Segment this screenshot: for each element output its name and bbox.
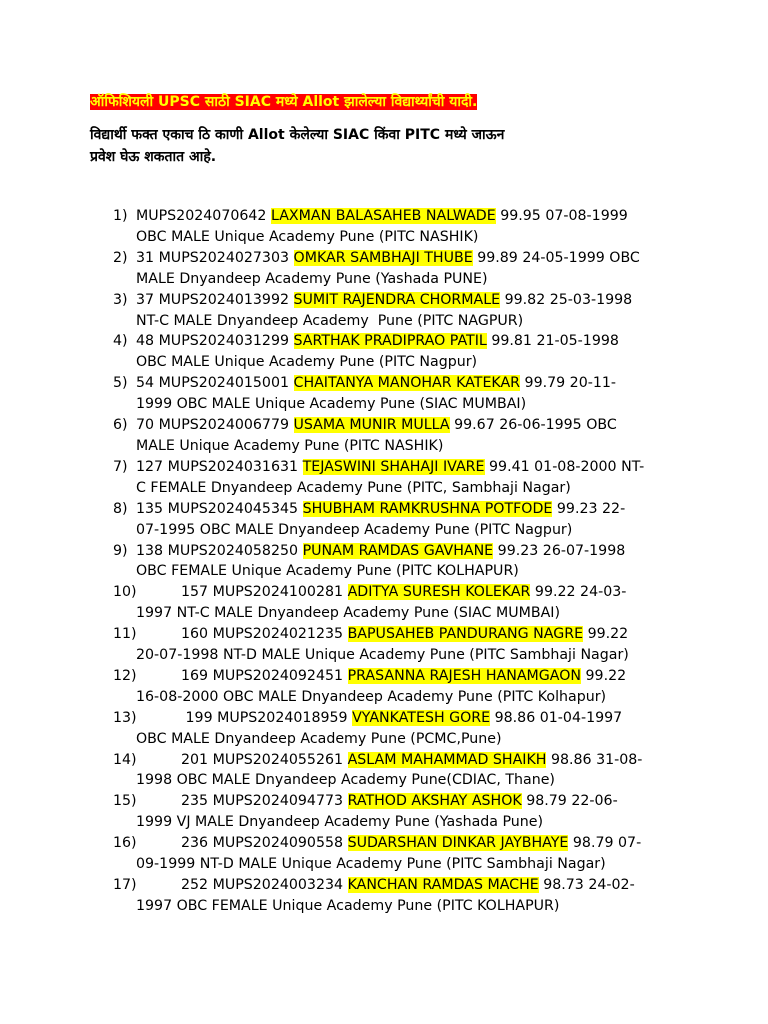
item-score-date: 98.86 31-08- [546,751,643,768]
item-score-date: 98.86 01-04-1997 [490,709,623,726]
item-line-2: 1997 NT-C MALE Dnyandeep Academy Pune (SIAC MUMBAI) [136,605,560,622]
item-line-2: MALE Dnyandeep Academy Pune (Yashada PUNE) [136,270,488,287]
item-rank-roll: 135 MUPS2024045345 [136,500,303,517]
list-item [113,206,693,248]
item-number: 12) [113,667,137,684]
item-number: 1) [113,208,128,224]
item-line-1 [113,457,693,478]
item-rank-roll: 236 MUPS2024090558 [181,835,348,852]
student-list [113,206,693,917]
list-item [113,373,693,415]
student-name: ASLAM MAHAMMAD SHAIKH [347,751,547,768]
item-line-1 [113,248,693,269]
item-line-2: MALE Unique Academy Pune (PITC NASHIK) [136,437,444,454]
item-line-2: 09-1999 NT-D MALE Unique Academy Pune (PITC Sambhaji Nagar) [136,856,606,873]
item-line-2: OBC MALE Dnyandeep Academy Pune (PCMC,Pune) [136,730,502,747]
item-number: 17) [113,877,137,893]
student-name: PUNAM RAMDAS GAVHANE [302,542,494,559]
item-rank-roll: 160 MUPS2024021235 [181,626,348,643]
item-line-2: 20-07-1998 NT-D MALE Unique Academy Pune (PITC Sambhaji Nagar) [136,647,629,664]
item-line-1 [113,624,693,645]
item-line-1 [113,415,693,436]
item-line-1 [113,373,693,394]
item-line-2: OBC FEMALE Unique Academy Pune (PITC KOLHAPUR) [136,563,519,580]
list-item [113,750,693,792]
list-item [113,833,693,875]
item-rank-roll: 157 MUPS2024100281 [181,584,348,601]
item-score-date: 99.81 21-05-1998 [486,333,619,350]
item-line-2: NT-C MALE Dnyandeep Academy Pune (PITC NAGPUR) [136,312,524,329]
item-line-1 [113,499,693,520]
item-score-date: 99.89 24-05-1999 OBC [472,249,640,266]
list-item [113,582,693,624]
item-line-1 [113,750,693,771]
intro-line-2: प्रवेश घेऊ शकतात आहे. [90,149,217,165]
item-score-date: 99.22 [583,626,629,643]
item-line-2: 07-1995 OBC MALE Dnyandeep Academy Pune (PITC Nagpur) [136,521,573,538]
item-rank-roll: 169 MUPS2024092451 [181,667,348,684]
item-score-date: 98.79 07- [568,835,642,852]
item-number: 9) [113,542,128,559]
item-score-date: 99.79 20-11- [520,375,617,392]
student-name: TEJASWINI SHAHAJI IVARE [302,458,485,475]
list-item [113,499,693,541]
list-item [113,791,693,833]
item-score-date: 99.41 01-08-2000 NT- [484,458,645,475]
item-score-date: 99.95 07-08-1999 [495,208,628,224]
item-rank-roll: 201 MUPS2024055261 [181,751,348,768]
item-line-2: OBC MALE Unique Academy Pune (PITC Nagpur) [136,354,478,371]
student-name: USAMA MUNIR MULLA [293,417,450,434]
item-score-date: 99.23 26-07-1998 [493,542,626,559]
item-score-date: 98.79 22-06- [521,793,618,810]
list-item [113,875,693,917]
heading-text: ऑफिशियली UPSC साठी SIAC मध्ये Allot झालेल्या विद्यार्थ्यांची यादी. [90,94,478,110]
item-number: 8) [113,500,128,517]
student-name: SUDARSHAN DINKAR JAYBHAYE [347,835,569,852]
item-number: 10) [113,584,137,601]
student-name: SARTHAK PRADIPRAO PATIL [293,333,487,350]
item-line-1 [113,708,693,729]
item-rank-roll: 199 MUPS2024018959 [181,709,353,726]
item-rank-roll: 70 MUPS2024006779 [136,417,294,434]
student-name: OMKAR SAMBHAJI THUBE [293,249,473,266]
item-number: 7) [113,458,128,475]
student-name: ADITYA SURESH KOLEKAR [347,584,531,601]
item-number: 6) [113,417,128,434]
student-name: RATHOD AKSHAY ASHOK [347,793,522,810]
item-number: 11) [113,626,137,643]
item-number: 16) [113,835,137,852]
item-line-1 [113,582,693,603]
student-name: KANCHAN RAMDAS MACHE [347,877,539,893]
student-name: CHAITANYA MANOHAR KATEKAR [293,375,521,392]
item-score-date: 98.73 24-02- [538,877,635,893]
item-rank-roll: MUPS2024070642 [136,208,271,224]
list-item [113,541,693,583]
item-rank-roll: 127 MUPS2024031631 [136,458,303,475]
highlighted-heading [90,93,477,111]
item-rank-roll: 54 MUPS2024015001 [136,375,294,392]
item-line-1 [113,875,693,896]
item-line-1 [113,290,693,311]
list-item [113,624,693,666]
item-line-1 [113,331,693,352]
list-item [113,331,693,373]
student-name: LAXMAN BALASAHEB NALWADE [270,208,496,224]
item-line-1 [113,833,693,854]
item-line-2: C FEMALE Dnyandeep Academy Pune (PITC, Sambhaji Nagar) [136,479,571,496]
item-rank-roll: 252 MUPS2024003234 [181,877,348,893]
student-name: BAPUSAHEB PANDURANG NAGRE [347,626,584,643]
item-number: 5) [113,375,128,392]
student-name: SHUBHAM RAMKRUSHNA POTFODE [302,500,553,517]
item-number: 2) [113,249,128,266]
student-name: PRASANNA RAJESH HANAMGAON [347,667,582,684]
item-line-2: OBC MALE Unique Academy Pune (PITC NASHIK) [136,228,479,245]
list-item [113,457,693,499]
item-rank-roll: 31 MUPS2024027303 [136,249,294,266]
list-item [113,290,693,332]
item-rank-roll: 138 MUPS2024058250 [136,542,303,559]
list-item [113,708,693,750]
intro-paragraph [90,124,680,168]
item-line-1 [113,206,693,227]
item-number: 15) [113,793,137,810]
item-score-date: 99.67 26-06-1995 OBC [449,417,617,434]
item-line-1 [113,791,693,812]
student-name: VYANKATESH GORE [352,709,491,726]
item-number: 3) [113,291,128,308]
item-line-2: 1998 OBC MALE Dnyandeep Academy Pune(CDIAC, Thane) [136,772,555,789]
item-rank-roll: 48 MUPS2024031299 [136,333,294,350]
item-rank-roll: 37 MUPS2024013992 [136,291,294,308]
item-line-1 [113,666,693,687]
intro-line-1: विद्यार्थी फक्त एकाच ठि काणी Allot केलेल्या SIAC किंवा PITC मध्ये जाऊन [90,127,505,143]
item-line-2: 1997 OBC FEMALE Unique Academy Pune (PITC KOLHAPUR) [136,897,560,914]
item-line-1 [113,541,693,562]
list-item [113,666,693,708]
item-score-date: 99.82 25-03-1998 [500,291,633,308]
item-number: 13) [113,709,137,726]
item-score-date: 99.22 [581,667,627,684]
item-number: 14) [113,751,137,768]
item-line-2: 1999 OBC MALE Unique Academy Pune (SIAC MUMBAI) [136,396,527,413]
item-score-date: 99.22 24-03- [530,584,627,601]
item-rank-roll: 235 MUPS2024094773 [181,793,348,810]
student-name: SUMIT RAJENDRA CHORMALE [293,291,501,308]
list-item [113,248,693,290]
item-line-2: 1999 VJ MALE Dnyandeep Academy Pune (Yashada Pune) [136,814,544,831]
item-line-2: 16-08-2000 OBC MALE Dnyandeep Academy Pune (PITC Kolhapur) [136,688,607,705]
list-item [113,415,693,457]
item-number: 4) [113,333,128,350]
item-score-date: 99.23 22- [552,500,626,517]
